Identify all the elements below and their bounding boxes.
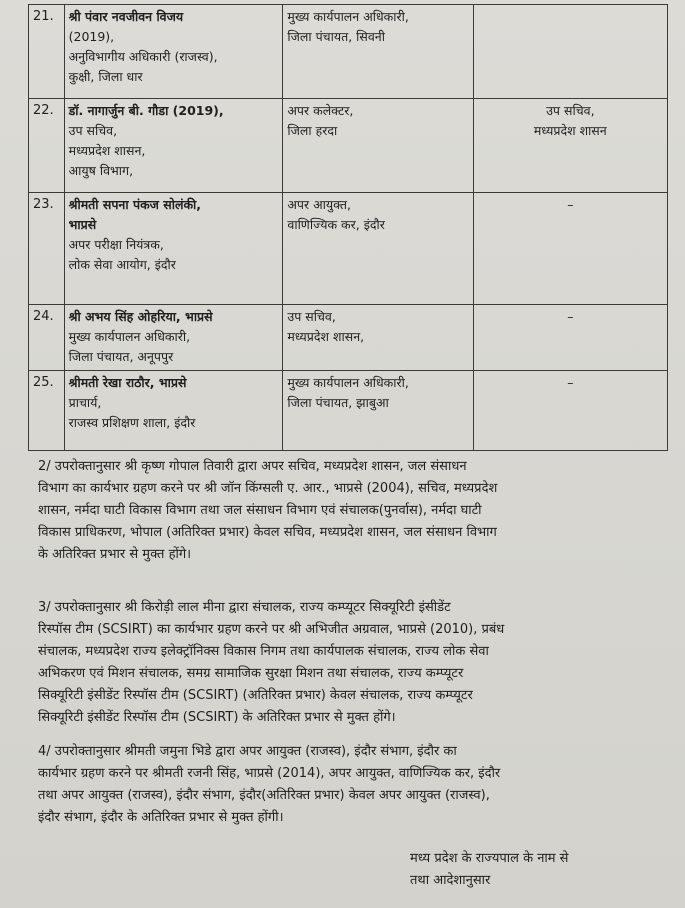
paragraph-line: सिक्यूरिटी इंसीडेंट रिस्पॉस टीम (SCSIRT) (अतिरिक्त प्रभार) केवल संचालक, राज्य कम्प्यूटर [38, 688, 473, 703]
officer-name: डॉ. नागार्जुन बी. गौडा (2019), [68, 103, 224, 118]
signature-line: तथा आदेशानुसार [410, 873, 491, 888]
paragraph-line: 2/ उपरोक्तानुसार श्री कृष्ण गोपाल तिवारी द्वारा अपर सचिव, मध्यप्रदेश शासन, जल संसाधन [38, 459, 467, 474]
signature-line: मध्य प्रदेश के राज्यपाल के नाम से [410, 851, 569, 866]
remark-cell [473, 99, 667, 193]
paragraph-line: संचालक, मध्यप्रदेश राज्य इलेक्ट्रॉनिक्स विकास निगम तथा कार्यपालक संचालक, राज्य लोक सेवा [38, 644, 489, 659]
posting-detail: अपर कलेक्टर, [287, 103, 354, 118]
remark-text: मध्यप्रदेश शासन [533, 123, 607, 138]
officer-detail: अपर परीक्षा नियंत्रक, [68, 237, 164, 252]
officer-name: श्रीमती रेखा राठौर, भाप्रसे [68, 375, 187, 390]
posting-detail: जिला हरदा [287, 123, 338, 138]
remark-cell [473, 371, 667, 451]
transfer-table [28, 4, 668, 451]
order-paragraph-4 [38, 741, 650, 829]
officer-detail: मुख्य कार्यपालन अधिकारी, [68, 329, 191, 344]
posting-detail: उप सचिव, [287, 309, 336, 324]
paragraph-line: के अतिरिक्त प्रभार से मुक्त होंगे। [38, 547, 192, 562]
officer-detail: लोक सेवा आयोग, इंदौर [68, 257, 176, 272]
posting-detail: जिला पंचायत, झाबुआ [287, 395, 389, 410]
paragraph-line: इंदौर संभाग, इंदौर के अतिरिक्त प्रभार से मुक्त होंगी। [38, 810, 284, 825]
posting-detail: मुख्य कार्यपालन अधिकारी, [287, 9, 409, 24]
table-row [29, 305, 668, 371]
officer-detail: उप सचिव, [68, 123, 118, 138]
serial-number: 21. [29, 5, 65, 99]
remark-cell [473, 305, 667, 371]
remark-text: – [567, 375, 574, 390]
paragraph-line: शासन, नर्मदा घाटी विकास विभाग तथा जल संसाधन विभाग एवं संचालक(पुनर्वास), नर्मदा घाटी [38, 503, 482, 518]
order-paragraph-2 [38, 456, 650, 566]
officer-detail: मध्यप्रदेश शासन, [68, 143, 146, 158]
officer-detail: कुक्षी, जिला धार [68, 69, 143, 84]
serial-number: 23. [29, 193, 65, 305]
paragraph-line: 3/ उपरोक्तानुसार श्री किरोड़ी लाल मीना द्वारा संचालक, राज्य कम्प्यूटर सिक्यूरिटी इंसीडेंट [38, 600, 451, 615]
paragraph-line: अभिकरण एवं मिशन संचालक, समग्र सामाजिक सुरक्षा मिशन तथा संचालक, राज्य कम्प्यूटर [38, 666, 464, 681]
officer-detail: जिला पंचायत, अनूपपुर [68, 349, 174, 364]
new-posting-cell [283, 193, 473, 305]
table-row [29, 5, 668, 99]
officer-name: श्री पंवार नवजीवन विजय [68, 9, 184, 24]
remark-text: उप सचिव, [546, 103, 595, 118]
remark-cell [473, 193, 667, 305]
new-posting-cell [283, 5, 473, 99]
new-posting-cell [283, 305, 473, 371]
officer-detail: (2019), [68, 29, 115, 44]
paragraph-line: विकास प्राधिकरण, भोपाल (अतिरिक्त प्रभार) केवल सचिव, मध्यप्रदेश शासन, जल संसाधन विभाग [38, 525, 497, 540]
officer-detail: आयुष विभाग, [68, 163, 134, 178]
officer-detail: अनुविभागीय अधिकारी (राजस्व), [68, 49, 218, 64]
officer-detail: प्राचार्य, [68, 395, 102, 410]
serial-number: 25. [29, 371, 65, 451]
order-paragraph-3 [38, 597, 650, 729]
officer-name: श्री अभय सिंह ओहरिया, भाप्रसे [68, 309, 213, 324]
remark-text: – [567, 309, 574, 324]
posting-detail: मुख्य कार्यपालन अधिकारी, [287, 375, 409, 390]
officer-service: भाप्रसे [68, 217, 97, 232]
officer-name: श्रीमती सपना पंकज सोलंकी, [68, 197, 202, 212]
table-row [29, 99, 668, 193]
serial-number: 22. [29, 99, 65, 193]
paragraph-line: सिक्यूरिटी इंसीडेंट रिस्पॉस टीम (SCSIRT) के अतिरिक्त प्रभार से मुक्त होंगे। [38, 710, 396, 725]
signature-block [410, 848, 670, 892]
remark-cell [473, 5, 667, 99]
officer-name-cell [64, 193, 283, 305]
paragraph-line: 4/ उपरोक्तानुसार श्रीमती जमुना भिडे द्वारा अपर आयुक्त (राजस्व), इंदौर संभाग, इंदौर का [38, 744, 457, 759]
posting-detail: अपर आयुक्त, [287, 197, 351, 212]
paragraph-line: विभाग का कार्यभार ग्रहण करने पर श्री जॉन किंग्सली ए. आर., भाप्रसे (2004), सचिव, मध्यप्रदेश [38, 481, 498, 496]
officer-name-cell [64, 371, 283, 451]
officer-name-cell [64, 99, 283, 193]
posting-detail: जिला पंचायत, सिवनी [287, 29, 385, 44]
new-posting-cell [283, 99, 473, 193]
posting-detail: मध्यप्रदेश शासन, [287, 329, 365, 344]
paragraph-line: रिस्पॉस टीम (SCSIRT) का कार्यभार ग्रहण करने पर श्री अभिजीत अग्रवाल, भाप्रसे (2010), प्रबंध [38, 622, 505, 637]
officer-name-cell [64, 305, 283, 371]
officer-detail: राजस्व प्रशिक्षण शाला, इंदौर [68, 415, 196, 430]
table-row [29, 193, 668, 305]
table-row [29, 371, 668, 451]
new-posting-cell [283, 371, 473, 451]
paragraph-line: तथा अपर आयुक्त (राजस्व), इंदौर संभाग, इंदौर(अतिरिक्त प्रभार) केवल अपर आयुक्त (राजस्व), [38, 788, 490, 803]
posting-detail: वाणिज्यिक कर, इंदौर [287, 217, 385, 232]
remark-text: – [567, 197, 574, 212]
officer-name-cell [64, 5, 283, 99]
paragraph-line: कार्यभार ग्रहण करने पर श्रीमती रजनी सिंह, भाप्रसे (2014), अपर आयुक्त, वाणिज्यिक कर, इंदौर [38, 766, 501, 781]
serial-number: 24. [29, 305, 65, 371]
